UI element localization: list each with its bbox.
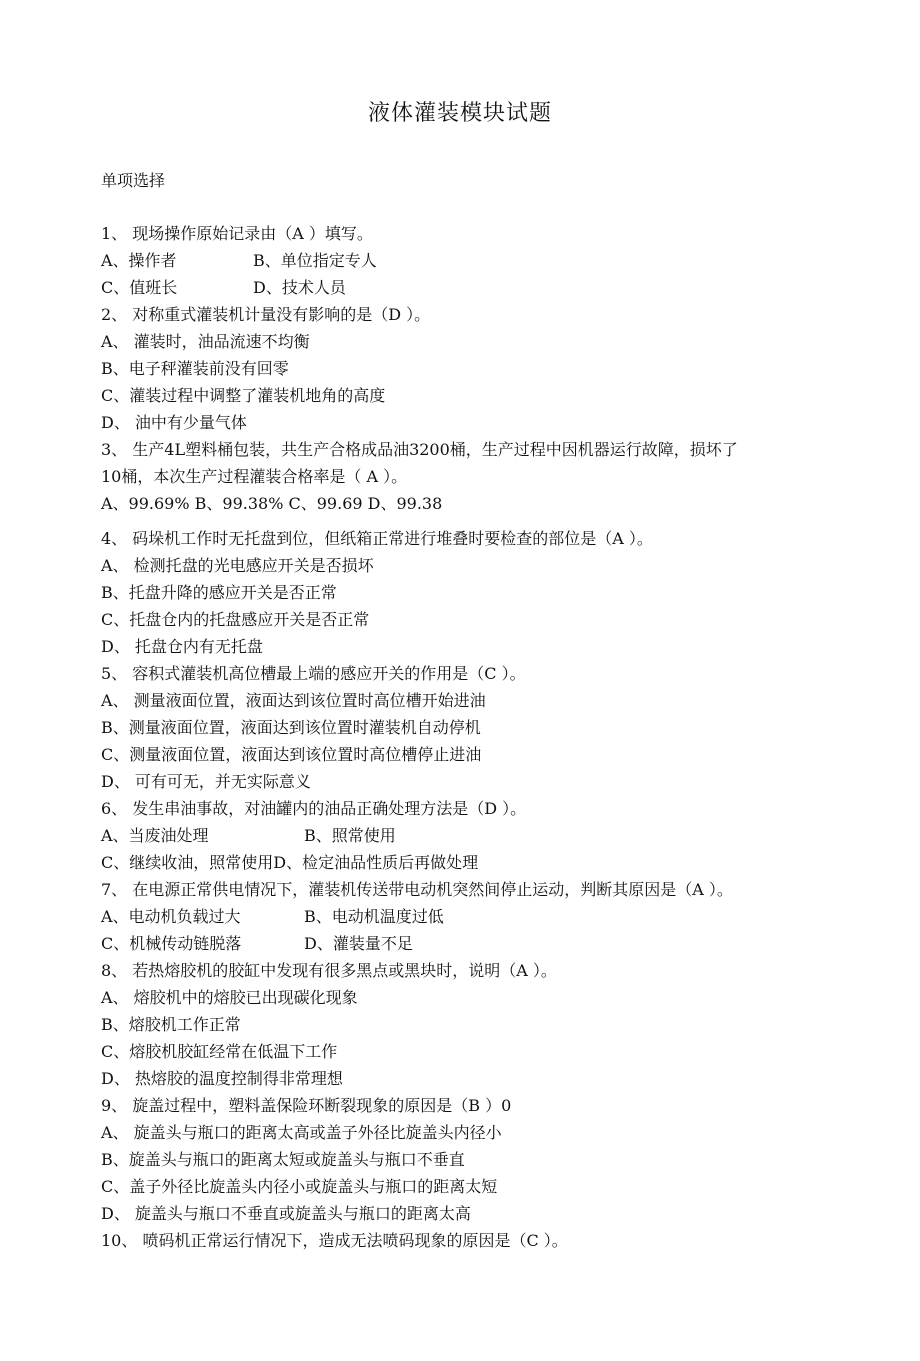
question-7-options-row-2 <box>101 930 821 957</box>
question-3-stem-line-2: 10桶，本次生产过程灌装合格率是（ A ）。 <box>101 467 408 486</box>
question-2-option-c: C、灌装过程中调整了灌装机地角的高度 <box>101 386 386 405</box>
question-7-option-b: B、电动机温度过低 <box>304 907 444 926</box>
question-4-stem: 4、 码垛机工作时无托盘到位，但纸箱正常进行堆叠时要检查的部位是（A ）。 <box>101 529 653 548</box>
question-9-option-c: C、盖子外径比旋盖头内径小或旋盖头与瓶口的距离太短 <box>101 1177 498 1196</box>
document-title: 液体灌装模块试题 <box>367 101 552 126</box>
question-5-stem: 5、 容积式灌装机高位槽最上端的感应开关的作用是（C ）。 <box>101 664 526 683</box>
question-4-option-b: B、托盘升降的感应开关是否正常 <box>101 583 337 602</box>
question-9-stem: 9、 旋盖过程中，塑料盖保险环断裂现象的原因是（B ）0 <box>101 1096 512 1115</box>
question-2-stem: 2、 对称重式灌装机计量没有影响的是（D ）。 <box>101 305 431 324</box>
question-5-option-d: D、 可有可无，并无实际意义 <box>101 772 311 791</box>
question-2-option-a: A、 灌装时，油品流速不均衡 <box>101 332 310 351</box>
question-5-option-a: A、 测量液面位置，液面达到该位置时高位槽开始进油 <box>101 691 486 710</box>
question-9-option-d: D、 旋盖头与瓶口不垂直或旋盖头与瓶口的距离太高 <box>101 1204 471 1223</box>
question-5-option-c: C、测量液面位置，液面达到该位置时高位槽停止进油 <box>101 745 482 764</box>
question-3-options: A、99.69% B、99.38% C、99.69 D、99.38 <box>101 494 443 513</box>
question-1-stem: 1、 现场操作原始记录由（A ）填写。 <box>101 224 373 243</box>
question-9-option-b: B、旋盖头与瓶口的距离太短或旋盖头与瓶口不垂直 <box>101 1150 465 1169</box>
question-1-options-row-1 <box>101 247 821 274</box>
question-10-stem: 10、 喷码机正常运行情况下，造成无法喷码现象的原因是（C ）。 <box>101 1231 568 1250</box>
question-6-stem: 6、 发生串油事故，对油罐内的油品正确处理方法是（D ）。 <box>101 799 527 818</box>
question-2-option-b: B、电子秤灌装前没有回零 <box>101 359 289 378</box>
question-1-options-row-2 <box>101 274 821 301</box>
question-1-option-c: C、值班长 <box>101 278 178 297</box>
question-4-option-c: C、托盘仓内的托盘感应开关是否正常 <box>101 610 370 629</box>
question-6-options-row-2: C、继续收油，照常使用D、检定油品性质后再做处理 <box>101 853 479 872</box>
question-4-option-a: A、 检测托盘的光电感应开关是否损坏 <box>101 556 374 575</box>
question-1-option-b: B、单位指定专人 <box>253 251 377 270</box>
question-9-option-a: A、 旋盖头与瓶口的距离太高或盖子外径比旋盖头内径小 <box>101 1123 502 1142</box>
question-5-option-b: B、测量液面位置，液面达到该位置时灌装机自动停机 <box>101 718 481 737</box>
question-8-option-d: D、 热熔胶的温度控制得非常理想 <box>101 1069 343 1088</box>
question-8-stem: 8、 若热熔胶机的胶缸中发现有很多黑点或黑块时，说明（A ）。 <box>101 961 557 980</box>
question-8-option-b: B、熔胶机工作正常 <box>101 1015 241 1034</box>
question-6-option-a: A、当废油处理 <box>101 826 209 845</box>
question-4-option-d: D、 托盘仓内有无托盘 <box>101 637 263 656</box>
question-2-option-d: D、 油中有少量气体 <box>101 413 247 432</box>
section-heading: 单项选择 <box>101 171 166 190</box>
question-8-option-a: A、 熔胶机中的熔胶已出现碳化现象 <box>101 988 358 1007</box>
question-6-option-b: B、照常使用 <box>304 826 396 845</box>
question-1-option-d: D、技术人员 <box>253 278 346 297</box>
question-6-options-row-1 <box>101 822 821 849</box>
question-7-option-d: D、灌装量不足 <box>304 934 413 953</box>
question-7-option-a: A、电动机负载过大 <box>101 907 241 926</box>
question-7-option-c: C、机械传动链脱落 <box>101 934 242 953</box>
spacer <box>101 517 821 525</box>
question-list <box>101 220 821 1254</box>
question-1-option-a: A、操作者 <box>101 251 177 270</box>
question-8-option-c: C、熔胶机胶缸经常在低温下工作 <box>101 1042 338 1061</box>
question-3-stem-line-1: 3、 生产4L塑料桶包装，共生产合格成品油3200桶，生产过程中因机器运行故障，损坏了 <box>101 440 738 459</box>
question-7-stem: 7、 在电源正常供电情况下，灌装机传送带电动机突然间停止运动，判断其原因是（A ）。 <box>101 880 733 899</box>
question-7-options-row-1 <box>101 903 821 930</box>
